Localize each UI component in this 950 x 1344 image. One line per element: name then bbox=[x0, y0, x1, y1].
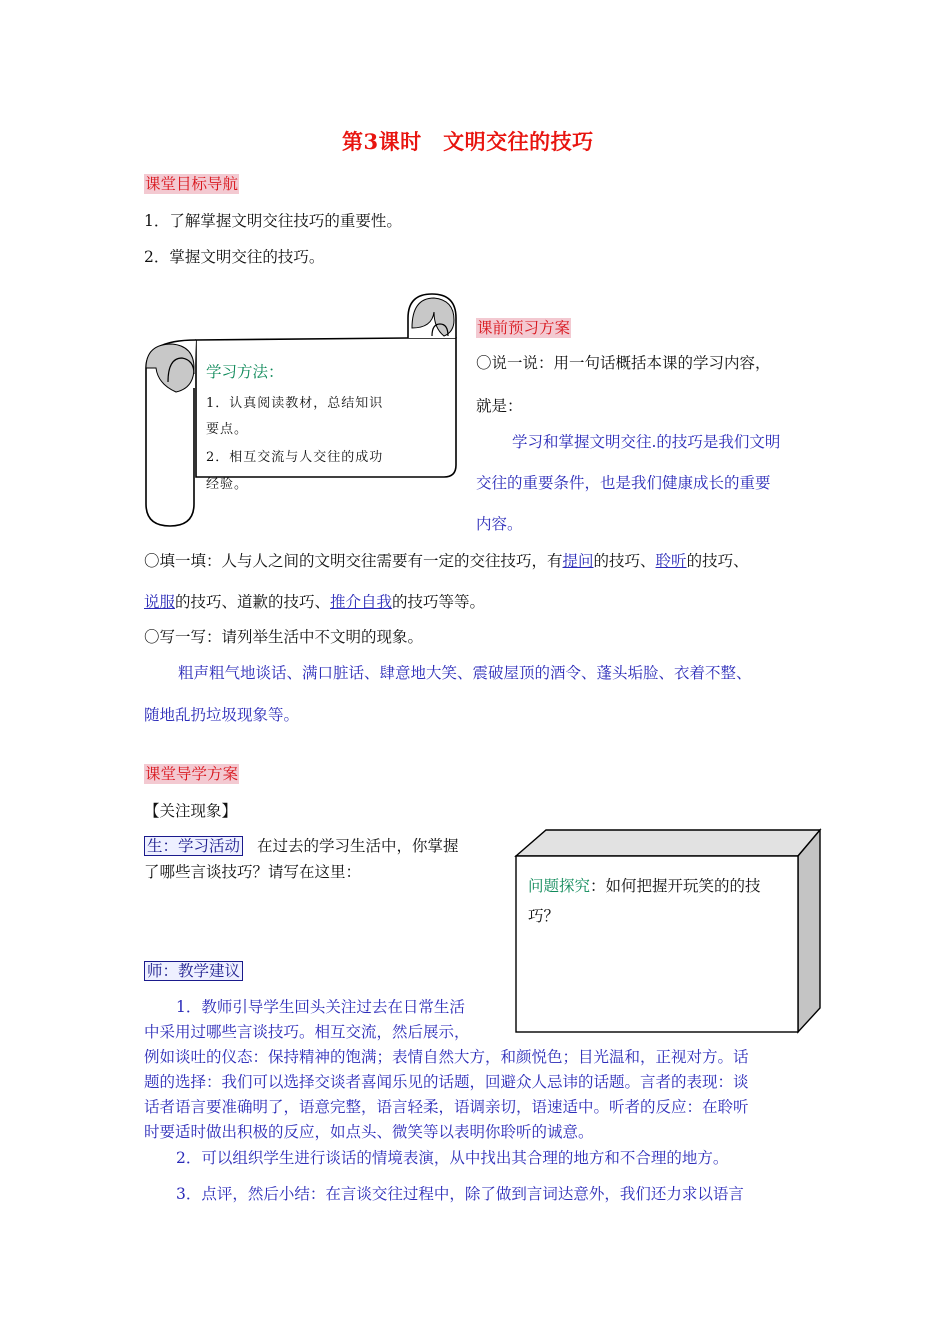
write-question: 〇写一写：请列举生活中不文明的现象。 bbox=[144, 628, 424, 646]
inquiry-question: ：如何把握开玩笑的的技 bbox=[590, 877, 761, 895]
focus-label: 【关注现象】 bbox=[144, 802, 238, 820]
inquiry-question-cont: 巧？ bbox=[528, 907, 560, 925]
student-activity bbox=[144, 836, 459, 856]
fill-prefix: 〇填一填：人与人之间的文明交往需要有一定的交往技巧，有 bbox=[144, 552, 563, 570]
teacher-paragraph: 2．可以组织学生进行谈话的情境表演，从中找出其合理的地方和不合理的地方。 bbox=[176, 1149, 729, 1167]
teacher-advice bbox=[144, 961, 243, 981]
scroll-line: 经验。 bbox=[206, 477, 249, 492]
say-answer: 交往的重要条件，也是我们健康成长的重要 bbox=[476, 474, 771, 492]
fill-text: 的技巧、道歉的技巧、 bbox=[175, 593, 331, 611]
write-answer: 粗声粗气地谈话、满口脏话、肆意地大笑、震破屋顶的酒令、蓬头垢脸、衣着不整、 bbox=[178, 664, 752, 682]
teacher-paragraph: 题的选择：我们可以选择交谈者喜闻乐见的话题，回避众人忌讳的话题。言者的表现：谈 bbox=[144, 1073, 749, 1091]
fill-text: 的技巧、 bbox=[593, 552, 656, 570]
teacher-paragraph: 例如谈吐的仪态：保持精神的饱满；表情自然大方，和颜悦色；目光温和，正视对方。话 bbox=[144, 1048, 749, 1066]
teacher-paragraph: 话者语言要准确明了，语意完整，语言轻柔，语调亲切，语速适中。听者的反应：在聆听 bbox=[144, 1098, 749, 1116]
scroll-line: 1．认真阅读教材，总结知识 bbox=[206, 396, 384, 411]
fill-question bbox=[144, 551, 749, 571]
fill-answer: 聆听 bbox=[655, 552, 687, 570]
fill-text: 的技巧、 bbox=[686, 552, 749, 570]
teacher-paragraph: 中采用过哪些言谈技巧。相互交流，然后展示， bbox=[144, 1023, 470, 1041]
teacher-label: 师：教学建议 bbox=[144, 961, 243, 981]
say-answer: 学习和掌握文明交往.的技巧是我们文明 bbox=[512, 433, 781, 451]
scroll-line: 2．相互交流与人交往的成功 bbox=[206, 450, 384, 465]
scroll-line: 要点。 bbox=[206, 422, 249, 437]
fill-answer: 提问 bbox=[562, 552, 594, 570]
say-answer: 内容。 bbox=[476, 515, 523, 533]
fill-answer: 说服 bbox=[144, 593, 176, 611]
scroll-heading: 学习方法： bbox=[206, 363, 284, 381]
say-question: 〇说一说：用一句话概括本课的学习内容， bbox=[476, 354, 771, 372]
inquiry-text bbox=[528, 876, 761, 896]
section-heading-preview: 课前预习方案 bbox=[477, 319, 571, 337]
objective-item: 1．了解掌握文明交往技巧的重要性。 bbox=[144, 212, 402, 230]
fill-text: 的技巧等等。 bbox=[392, 593, 486, 611]
student-text-cont: 了哪些言谈技巧？请写在这里： bbox=[144, 863, 362, 881]
student-text: 在过去的学习生活中，你掌握 bbox=[257, 837, 459, 855]
teacher-paragraph: 3．点评，然后小结：在言谈交往过程中，除了做到言词达意外，我们还力求以语言 bbox=[176, 1185, 744, 1203]
teacher-paragraph: 时要适时做出积极的反应，如点头、微笑等以表明你聆听的诚意。 bbox=[144, 1123, 594, 1141]
teacher-paragraph: 1．教师引导学生回头关注过去在日常生活 bbox=[176, 998, 465, 1016]
section-heading-objectives: 课堂目标导航 bbox=[145, 175, 239, 193]
fill-question-cont bbox=[144, 592, 485, 612]
inquiry-label: 问题探究 bbox=[528, 877, 591, 895]
section-heading-guide: 课堂导学方案 bbox=[145, 765, 239, 783]
objective-item: 2．掌握文明交往的技巧。 bbox=[144, 248, 325, 266]
page-title: 第3课时 文明交往的技巧 bbox=[342, 129, 594, 154]
inquiry-box bbox=[514, 826, 824, 1036]
student-label: 生：学习活动 bbox=[144, 836, 243, 856]
fill-answer: 推介自我 bbox=[330, 593, 393, 611]
write-answer: 随地乱扔垃圾现象等。 bbox=[144, 706, 300, 724]
say-question-cont: 就是： bbox=[476, 397, 523, 415]
